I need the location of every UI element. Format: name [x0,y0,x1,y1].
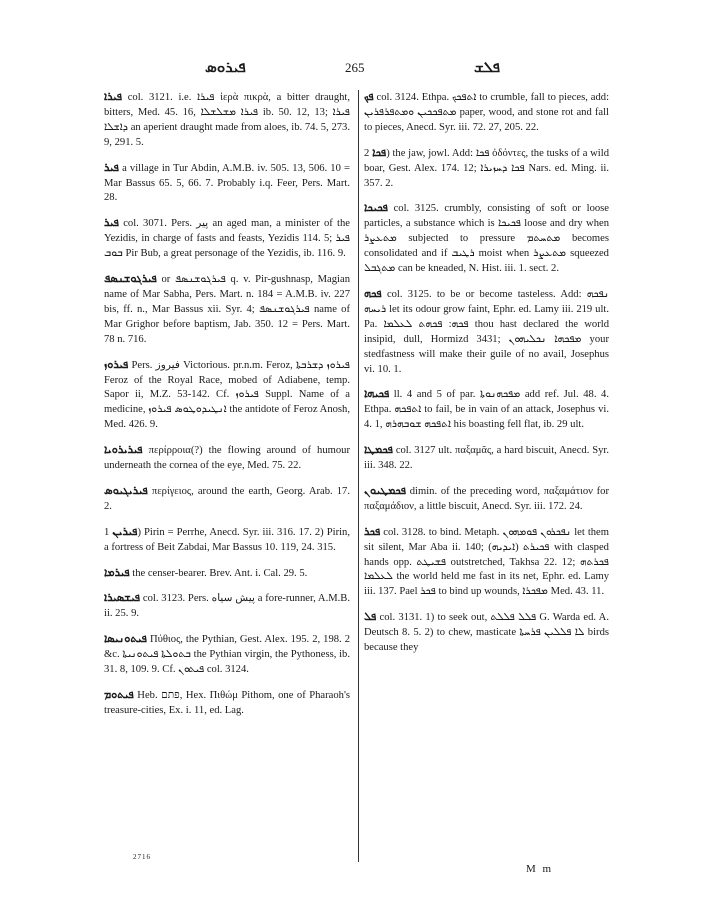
entry-headword: ܦܝܪܓܘܫܢܣܦ [104,272,157,286]
entry-headword: ܦܝܫܣܝܪܐ [104,591,141,605]
column-divider [358,90,359,862]
entry-headword: ܦܝܪܐ [104,90,123,103]
entry-headword: ܦܝܪ [104,216,119,230]
entry-headword: ܦܟܝܗܐ [364,387,390,401]
dictionary-entry [104,358,350,434]
entry-headword: ܦܟܡܛܝܘܢ [364,483,406,497]
dictionary-entry [364,90,609,136]
entry-text: Pers. فیروز Victorious. pr.n.m. Feroz, ܦܝܪܘܙ ܕܫܪܒܬܐ Feroz of the Royal Race, mobed of Adiabene, temp. Sapor ii, M.Z. 53-142. Cf. ܦܝܪܘܙ Suppl. Name of a medicine, ܐܢܛܝܕܘܛܘܣ ܦܝܪܘܙ the antidote of Feroz Anosh, Med. 426. 9. [104,359,350,431]
entry-headword: ܦܝܪܡܐ [104,565,130,579]
dictionary-entry [364,525,609,601]
dictionary-entry [104,272,350,348]
dictionary-entry [104,161,350,207]
entry-headword: ܦܝܪܘܙ [104,357,129,371]
dictionary-entry [104,443,350,474]
dictionary-entry [364,387,609,433]
dictionary-entry [104,90,350,151]
entry-headword: ܦܝܪ [104,160,119,174]
page-number: 265 [345,60,365,75]
dictionary-entry [104,591,350,622]
entry-text: col. 3125. crumbly, consisting of soft or loose particles, a substance which is ܦܟܝܟܐ loose and dry when ܡܬܥܨܪ subjected to pressure ܡܬܚܬܡ becomes consolidated and if ܪܛܝܒ moist when ܡܬܥܨܪ squeezed ܡܬܓܒܠ can be kneaded, N. Hist. iii. 1. sect. 2. [364,203,610,275]
dictionary-entry [104,566,350,582]
signature-mark: 2716 [133,853,151,861]
entry-headword: ܦܟܪ [364,524,381,538]
dictionary-entry [104,484,350,515]
entry-text: dimin. of the preceding word, παξαμάτιον for παξαμάδιον, a little biscuit, Anecd. Syr. iii. 172. 24. [364,485,609,512]
entry-headword: ܦܟ [364,90,374,103]
entry-text: col. 3128. to bind. Metaph. ܢܦܟܪܘܢ ܦܘܡܗܘܢ let them sit silent, Mar Aba ii. 140; ܦܟܝܪܬ (ܐܝܕܝܗ) with clasped hands opp. ܦܫܝܛܬ outstretched, Takhsa 22. 12; ܦܟܪܬܗ ܠܥܠܡܐ the world held me fast in its net, Ephr. ed. Lamy iii. 137. Pael ܦܟܪ to bind up wounds, ܡܦܟܪܐ Med. 43. 11. [364,526,609,598]
entry-text: Πύθιος, the Pythian, Gest. Alex. 195. 2, 198. 2 &c. ܒܬܘܠܬܐ ܦܝܬܘܢܝܬܐ the Pythian virgin, the Pythoness, ib. 31. 8, 109. 9. Cf. ܦܝܬܘܢ col. 3124. [104,634,350,676]
right-running-head: ܦܠܫ [474,58,500,76]
entry-text: 2) the jaw, jowl. Add: ܦܟܐ ὀδόντες, the tusks of a wild boar, Gest. Alex. 174. 12; ܦܟܐ ܕܚܙܝܪܐ Nars. ed. Ming. ii. 357. 2. [364,147,609,189]
entry-text: col. 3124. Ethpa. ܐܬܦܟܟ to crumble, fall to pieces, add: ܡܬܦܟܟܝܢ ܘܡܬܦܪܦܪܝܢ paper, wood, and stone rot and fall to pieces, Anecd. Syr. iii. 72. 27, 205. 22. [364,92,610,133]
dictionary-entry [364,146,609,192]
entry-text: col. 3131. 1) to seek out, ܦܠܠ ܦܠܠܬ G. Warda ed. A. Deutsch 8. 5. 2) to chew, masticate ܠܐ ܦܠܠܝܢ ܦܪܚܬܐ birds because they [364,612,609,654]
dictionary-entry [364,443,609,474]
dictionary-entry [104,688,350,719]
entry-text: or ܦܝܪܓܘܫܢܣܦ q. v. Pir-gushnasp, Magian name of Mar Sabha, Pers. Mart. n. 184 = A.M.B. iv. 227 bis, ff. n., Mar Bassus xii. Syr. 4; ܦܝܪܓܘܫܢܣܦ name of Mar Grighor before baptism, Jab. 350. 12 = Pers. Mart. 78 n. 716. [104,274,350,345]
entry-text: Heb. פתם, Hex. Πιθώμ Pithom, one of Pharaoh's treasure-cities, Ex. i. 11, ed. Lag. [104,690,350,716]
dictionary-entry [104,632,350,678]
dictionary-entry [364,201,609,277]
entry-text: col. 3123. Pers. پیش سیاه a fore-runner, A.M.B. ii. 25. 9. [104,593,351,620]
left-running-head: ܦܝܪܘܣ [205,58,246,76]
entry-headword: ܦܝܬܘܢܝܣܐ [104,632,147,646]
left-column [104,90,350,729]
entry-headword: ܦܠ [364,610,377,624]
entry-text: col. 3121. i.e. ܦܝܪܐ ἱερὰ πικρὰ, a bitter draught, bitters, Med. 45. 16, ܦܝܪܐ ܡܫܠܫܠܐ ib. 50. 12, 13; ܦܝܪܐ ܕܐܫܠܐ an aperient draught made from aloes, ib. 74. 5, 273. 9, 291. 5. [104,92,350,148]
entry-text: 1) Pirin = Perrhe, Anecd. Syr. iii. 316. 17. 2) Pirin, a fortress of Beit Zabdai, Mar Bassus 10. 119, 24. 315. [104,526,350,553]
dictionary-entry [364,484,609,515]
entry-headword: ܦܟܐ [372,145,387,159]
dictionary-entry [104,525,350,556]
entry-text: col. 3071. Pers. پیر an aged man, a minister of the Yezidis, in charge of fasts and feasts, Yezidis 114. 5; ܦܝܪ ܒܘܒ Pir Bub, a great personage of the Yezidis, ib. 116. 9. [104,218,350,260]
sheet-mark: M m [526,863,554,875]
entry-headword: ܦܝܪܝܪܘܝܐ [104,443,143,457]
entry-text: a village in Tur Abdin, A.M.B. iv. 505. 13, 506. 10 = Mar Bassus 65. 5, 66. 7. Probably i.q. Feer, Pers. Mart. 28. [104,162,350,204]
dictionary-entry [364,610,609,656]
entry-headword: ܦܝܪܝܓܝܘܣ [104,483,148,497]
entry-text: col. 3127 ult. παξαμᾶς, a hard biscuit, Anecd. Syr. iii. 348. 22. [364,445,609,472]
dictionary-entry [364,287,609,377]
dictionary-entry [104,216,350,262]
entry-text: the censer-bearer. Brev. Ant. i. Cal. 29. 5. [132,567,308,579]
entry-headword: ܦܝܪܝܢ [112,524,138,538]
entry-headword: ܦܟܗ [364,286,382,300]
entry-headword: ܦܟܡܛܐ [364,443,393,457]
right-column [364,90,609,666]
entry-text: ll. 4 and 5 of par. ܡܦܟܗܢܘܬܐ add ref. Jul. 48. 4. Ethpa. ܐܬܦܟܗ to fail, be in vain of an attack, Josephus vi. 4. 1, ܐܬܦܟܗ ܫܘܒܗܪܗ his boasting fell flat, ib. 29 ult. [364,389,609,431]
entry-headword: ܦܝܬܘܡ [104,688,134,701]
entry-text: col. 3125. to be or become tasteless. Add: ܢܦܟܗ ܪܝܚܗ let its odour grow faint, Ephr. ed. Lamy iii. 219 ult. Pa. ܦܟܗ: ܦܟܗܬ ܠܥܠܡܐ thou hast declared the world insipid, dull, Hormizd 3431; ܡܦܟܗܐ ܢܟܠܝܗܘܢ your stedfastness will make their guile of no avail, Josephus vi. 10. 1. [364,288,609,375]
entry-text: περίγειος, around the earth, Georg. Arab. 17. 2. [104,485,351,512]
entry-text: περίρροια(?) the flowing around of humour underneath the cornea of the eye, Med. 75. 22. [104,445,350,472]
page-header [0,58,714,80]
entry-headword: ܦܟܝܟܐ [364,201,388,215]
